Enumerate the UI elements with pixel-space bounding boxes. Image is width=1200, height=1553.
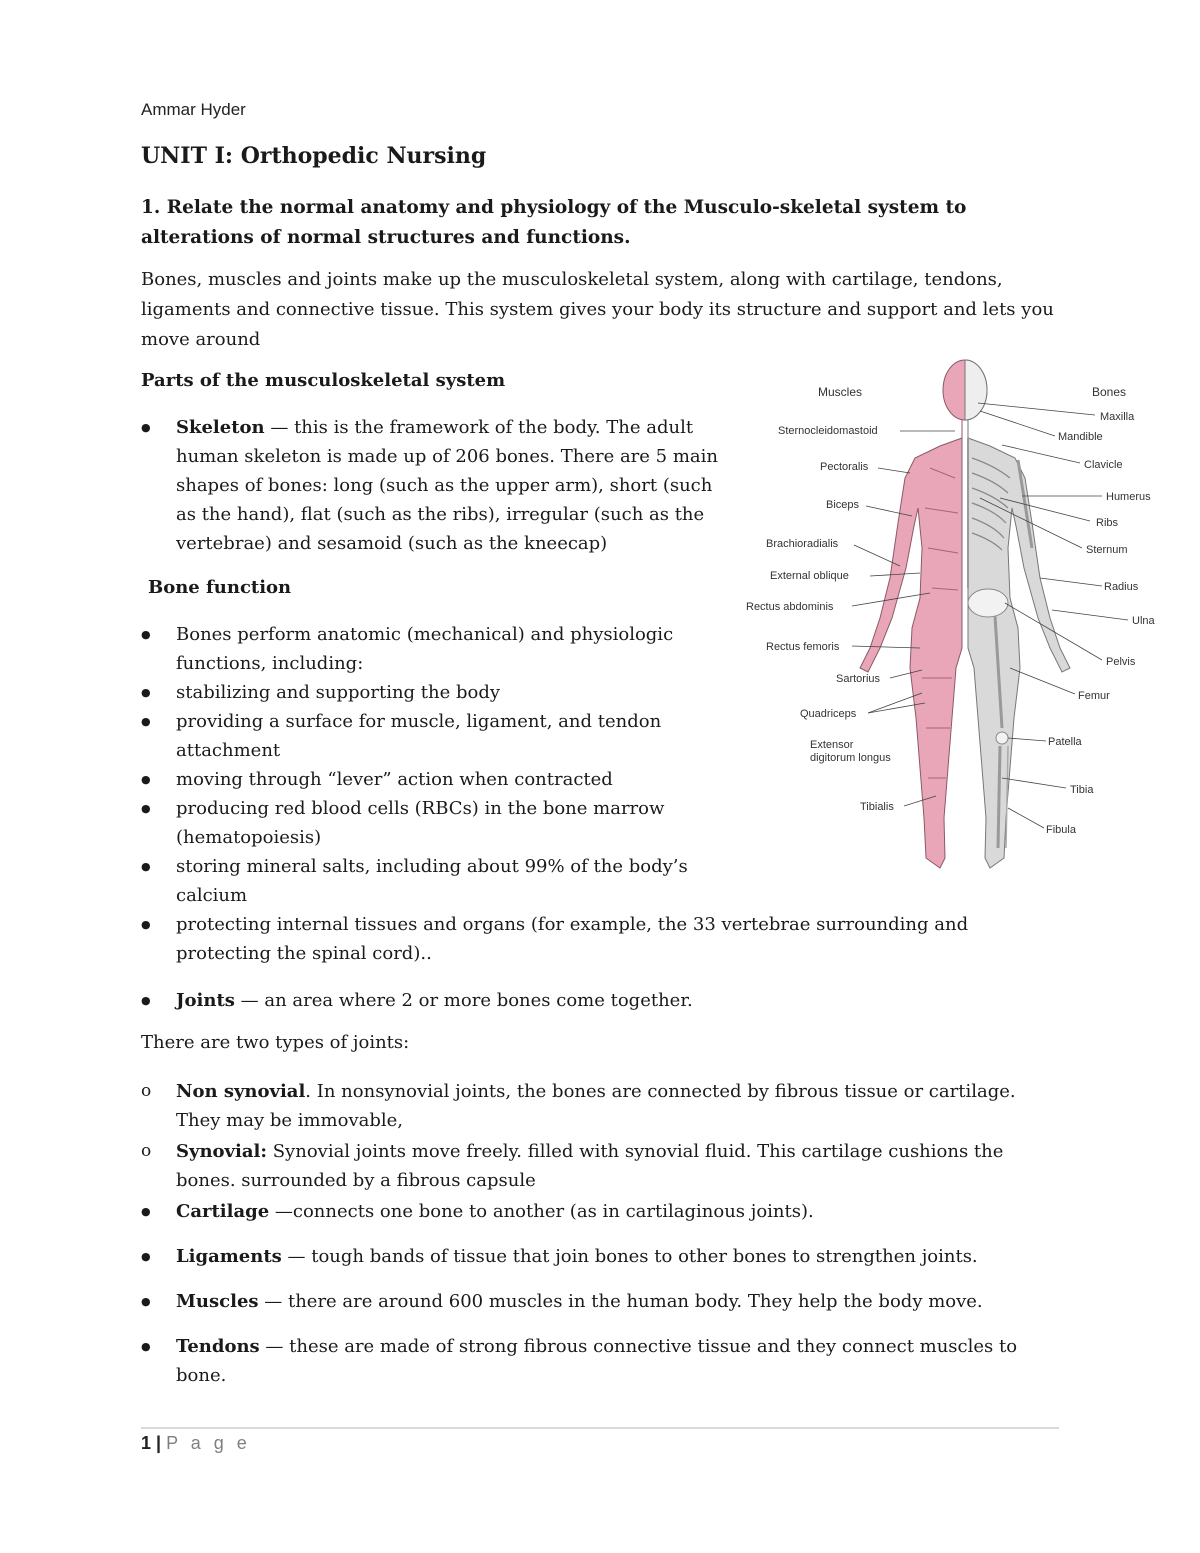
list-item: ● moving through “lever” action when contracted (141, 765, 701, 794)
anatomy-illustration (740, 348, 1180, 893)
term-muscles: Muscles (176, 1291, 259, 1312)
tendons-description: — these are made of strong fibrous connective tissue and they connect muscles to bone. (176, 1336, 1018, 1386)
non-synovial-description: . In nonsynovial joints, the bones are connected by fibrous tissue or cartilage. They may be immovable, (176, 1081, 1016, 1131)
label-sternocleidomastoid: Sternocleidomastoid (778, 425, 878, 437)
label-rectus-abdominis: Rectus abdominis (746, 601, 834, 613)
bone-labels (1046, 411, 1156, 836)
page-number: 1 (141, 1433, 152, 1453)
label-tibialis: Tibialis (860, 801, 894, 813)
list-item-ligaments (141, 1242, 1061, 1271)
joints-description: — an area where 2 or more bones come together. (234, 990, 693, 1011)
label-clavicle: Clavicle (1084, 459, 1123, 471)
muscles-heading: Muscles (818, 385, 863, 399)
footer-separator: | (156, 1433, 162, 1453)
joint-types-intro: There are two types of joints: (141, 1032, 410, 1053)
list-item-tendons (141, 1332, 1061, 1390)
joints-list (141, 986, 1061, 1015)
label-tibia: Tibia (1070, 784, 1094, 796)
ligaments-description: — tough bands of tissue that join bones to other bones to strengthen joints. (281, 1246, 978, 1267)
cartilage-description: —connects one bone to another (as in cartilaginous joints). (269, 1201, 814, 1222)
term-ligaments: Ligaments (176, 1246, 282, 1267)
term-cartilage: Cartilage (176, 1201, 270, 1222)
label-pelvis: Pelvis (1106, 656, 1136, 668)
label-digitorum-longus: digitorum longus (810, 752, 891, 764)
unit-title: UNIT I: Orthopedic Nursing (141, 143, 487, 169)
page-label: P a g e (166, 1433, 251, 1453)
list-item: ● storing mineral salts, including about 99% of the body’s calcium (141, 852, 701, 910)
list-item: ● protecting internal tissues and organs (for example, the 33 vertebrae surrounding and protecting the spinal cord).. (141, 910, 1006, 968)
label-external-oblique: External oblique (770, 570, 849, 582)
pelvis-drawing (968, 589, 1008, 617)
joint-types-list (141, 1077, 1061, 1195)
label-femur: Femur (1078, 690, 1110, 702)
label-maxilla: Maxilla (1100, 411, 1135, 423)
label-brachioradialis: Brachioradialis (766, 538, 839, 550)
author-name: Ammar Hyder (141, 100, 246, 119)
term-joints: Joints (176, 990, 235, 1011)
muscle-labels (746, 425, 894, 813)
label-ribs: Ribs (1096, 517, 1119, 529)
label-sternum: Sternum (1086, 544, 1128, 556)
learning-objective: 1. Relate the normal anatomy and physiology of the Musculo-skeletal system to alterations of normal structures and functions. (141, 197, 967, 248)
skull (965, 360, 987, 420)
label-humerus: Humerus (1106, 491, 1151, 503)
label-radius: Radius (1104, 581, 1139, 593)
list-item-non-synovial (141, 1077, 1061, 1135)
list-item: ● stabilizing and supporting the body (141, 678, 701, 707)
tibia-drawing (998, 746, 1000, 848)
list-item-cartilage (141, 1197, 1061, 1226)
musculoskeletal-figure (740, 348, 1180, 893)
parts-heading: Parts of the musculoskeletal system (141, 370, 506, 391)
intro-paragraph: Bones, muscles and joints make up the musculoskeletal system, along with cartilage, tendons, ligaments and connective tissue. This system gives your body its structure and support and lets you move around (141, 269, 1054, 350)
label-biceps: Biceps (826, 499, 860, 511)
skeleton-description: — this is the framework of the body. The adult human skeleton is made up of 206 bones. There are 5 main shapes of bones: long (such as the upper arm), short (such as the hand), flat (such as the ribs), irregular (such as the vertebrae) and sesamoid (such as the kneecap) (176, 417, 718, 554)
label-patella: Patella (1048, 736, 1082, 748)
list-item-synovial (141, 1137, 1061, 1195)
tendons-list (141, 1332, 1061, 1390)
list-item-joints (141, 986, 1061, 1015)
label-pectoralis: Pectoralis (820, 461, 869, 473)
ligaments-list (141, 1242, 1061, 1271)
cartilage-list (141, 1197, 1061, 1226)
page-footer (141, 1433, 251, 1454)
bone-function-heading: Bone function (148, 577, 292, 598)
list-item-skeleton (141, 413, 731, 558)
muscles-list (141, 1287, 1061, 1316)
bones-heading: Bones (1092, 385, 1127, 399)
skeleton-list (141, 413, 731, 558)
list-item: ● Bones perform anatomic (mechanical) and physiologic functions, including: (141, 620, 701, 678)
list-item-muscles (141, 1287, 1061, 1316)
bone-half (965, 360, 1070, 868)
footer-divider (141, 1427, 1059, 1429)
term-synovial: Synovial: (176, 1141, 267, 1162)
term-skeleton: Skeleton (176, 417, 265, 438)
term-tendons: Tendons (176, 1336, 260, 1357)
synovial-description: Synovial joints move freely. filled with synovial fluid. This cartilage cushions the bones. surrounded by a fibrous capsule (176, 1141, 1004, 1191)
label-sartorius: Sartorius (836, 673, 881, 685)
label-quadriceps: Quadriceps (800, 708, 857, 720)
patella-drawing (996, 732, 1008, 744)
bone-body-outline (968, 420, 1070, 868)
label-fibula: Fibula (1046, 824, 1076, 836)
muscles-description: — there are around 600 muscles in the human body. They help the body move. (258, 1291, 983, 1312)
label-ulna: Ulna (1132, 615, 1155, 627)
term-non-synovial: Non synovial (176, 1081, 306, 1102)
list-item: ● producing red blood cells (RBCs) in the bone marrow (hematopoiesis) (141, 794, 701, 852)
list-item: ● providing a surface for muscle, ligament, and tendon attachment (141, 707, 701, 765)
label-mandible: Mandible (1058, 431, 1103, 443)
label-rectus-femoris: Rectus femoris (766, 641, 840, 653)
label-extensor: Extensor (810, 739, 854, 751)
